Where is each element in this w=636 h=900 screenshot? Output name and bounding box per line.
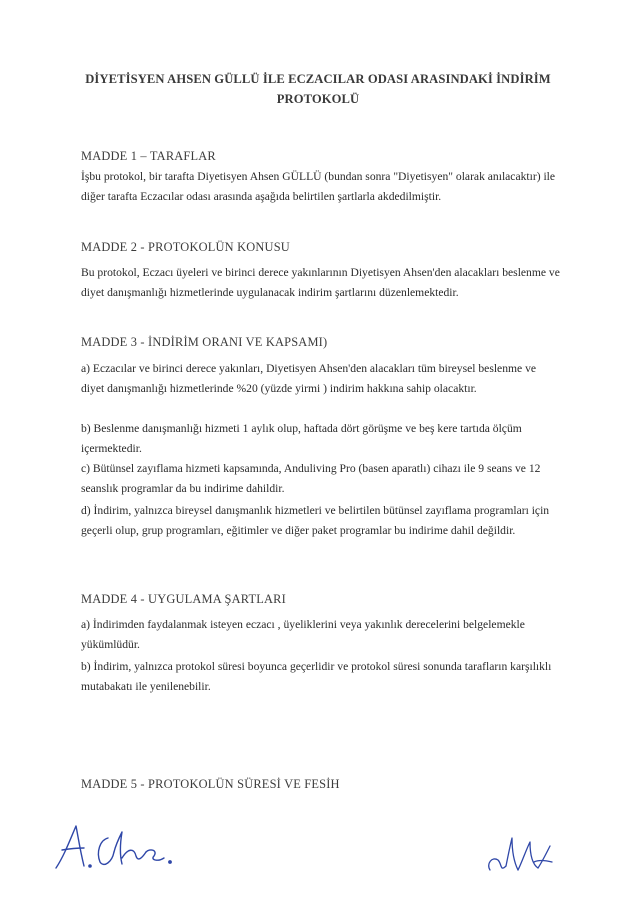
section-1-paragraph-1: İşbu protokol, bir tarafta Diyetisyen Ahsen GÜLLÜ (bundan sonra "Diyetisyen" olarak anılacaktır) ile diğer tarafta Eczacılar odası arasında aşağıda belirtilen şartlarla akdedilmiştir.	[81, 170, 556, 203]
section-3-heading: MADDE 3 - İNDİRİM ORANI VE KAPSAMI)	[81, 335, 328, 349]
section-2-heading: MADDE 2 - PROTOKOLÜN KONUSU	[81, 240, 290, 254]
section-5-heading: MADDE 5 - PROTOKOLÜN SÜRESİ VE FESİH	[81, 777, 340, 791]
section-3-paragraph-b: b) Beslenme danışmanlığı hizmeti 1 aylık olup, haftada dört görüşme ve beş kere tartıda ölçüm içermektedir.	[81, 422, 522, 455]
section-2-paragraph-1: Bu protokol, Eczacı üyeleri ve birinci derece yakınlarının Diyetisyen Ahsen'den alacakları beslenme ve diyet danışmanlığı hizmetlerinde uygulanacak indirim şartlarını düzenlemektedir.	[81, 266, 560, 299]
section-1-heading: MADDE 1 – TARAFLAR	[81, 149, 216, 163]
left-signature	[50, 818, 180, 876]
section-3-paragraph-a: a) Eczacılar ve birinci derece yakınları, Diyetisyen Ahsen'den alacakları tüm bireysel beslenme ve diyet danışmanlığı hizmetlerinde %20 (yüzde yirmi ) indirim hakkına sahip olacaktır.	[81, 362, 537, 395]
section-4-paragraph-b: b) İndirim, yalnızca protokol süresi boyunca geçerlidir ve protokol süresi sonunda tarafların karşılıklı mutabakatı ile yenilenebilir.	[81, 660, 552, 693]
document-title: DİYETİSYEN AHSEN GÜLLÜ İLE ECZACILAR ODASI ARASINDAKİ İNDİRİM PROTOKOLÜ	[85, 72, 551, 106]
section-3-paragraph-c: c) Bütünsel zayıflama hizmeti kapsamında, Anduliving Pro (basen aparatlı) cihazı ile 9 seans ve 12 seanslık programlar da bu indirime dahildir.	[81, 462, 541, 495]
right-signature	[480, 832, 560, 878]
section-3-paragraph-d: d) İndirim, yalnızca bireysel danışmanlık hizmetleri ve belirtilen bütünsel zayıflama programları için geçerli olup, grup programları, eğitimler ve diğer paket programlar bu indirime dahil değildir.	[81, 504, 550, 537]
section-4-heading: MADDE 4 - UYGULAMA ŞARTLARI	[81, 592, 286, 606]
section-4-paragraph-a: a) İndirimden faydalanmak isteyen eczacı , üyeliklerini veya yakınlık derecelerini belgelemekle yükümlüdür.	[81, 618, 525, 651]
